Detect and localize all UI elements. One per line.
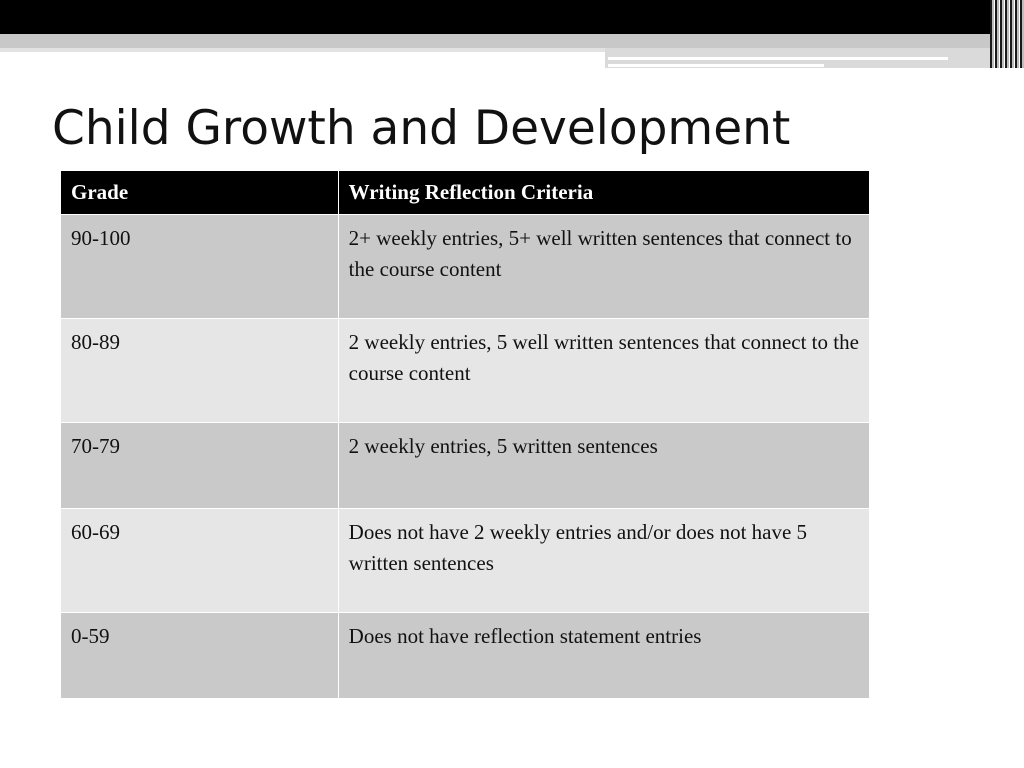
table-row — [61, 509, 870, 613]
criteria-cell: Does not have 2 weekly entries and/or does not have 5 written sentences — [338, 509, 869, 613]
criteria-cell: Does not have reflection statement entries — [338, 613, 869, 699]
grade-cell: 80-89 — [61, 319, 339, 423]
top-right-line-short — [608, 64, 824, 67]
criteria-cell: 2 weekly entries, 5 written sentences — [338, 423, 869, 509]
header-grade: Grade — [61, 171, 339, 215]
header-criteria: Writing Reflection Criteria — [338, 171, 869, 215]
top-light-bar — [0, 48, 605, 52]
table-row — [61, 215, 870, 319]
top-right-line — [608, 57, 948, 60]
top-black-bar — [0, 0, 1024, 34]
table-header-row — [61, 171, 870, 215]
top-gray-bar — [0, 34, 1024, 48]
grading-criteria-table — [60, 170, 870, 699]
criteria-cell: 2 weekly entries, 5 well written sentences that connect to the course content — [338, 319, 869, 423]
slide-title: Child Growth and Development — [52, 101, 791, 156]
grade-cell: 60-69 — [61, 509, 339, 613]
grade-cell: 70-79 — [61, 423, 339, 509]
table-row — [61, 423, 870, 509]
criteria-cell: 2+ weekly entries, 5+ well written sentences that connect to the course content — [338, 215, 869, 319]
table-row — [61, 613, 870, 699]
corner-stripes-decoration — [990, 0, 1024, 68]
grade-cell: 90-100 — [61, 215, 339, 319]
table-row — [61, 319, 870, 423]
grade-cell: 0-59 — [61, 613, 339, 699]
